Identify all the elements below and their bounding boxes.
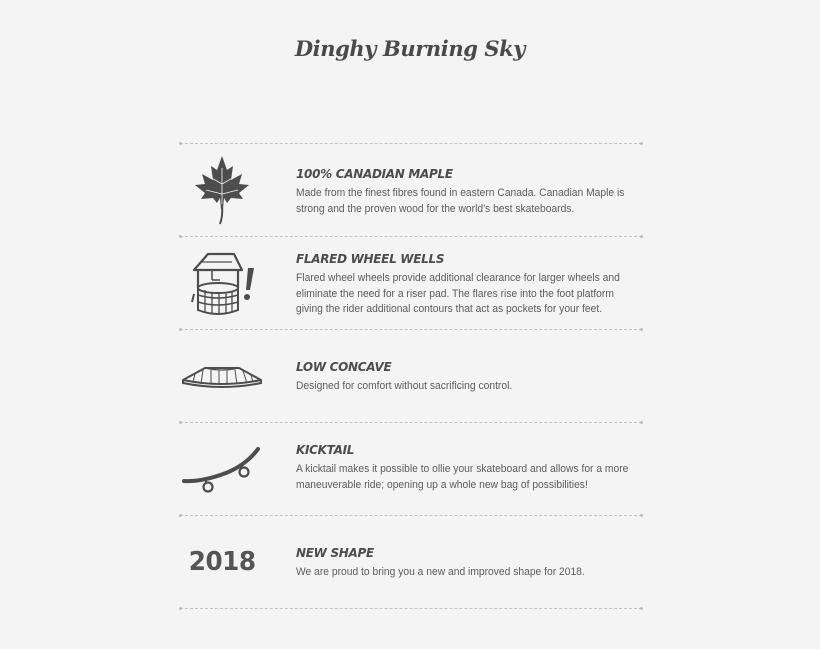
page-title: Dinghy Burning Sky (294, 36, 526, 61)
year-badge (180, 516, 264, 608)
feature-description: Flared wheel wheels provide additional clearance for larger wheels and eliminate the need for a riser pad. The flares rise into the foot platform giving the rider additional contours that act as pockets for your feet. (296, 272, 620, 315)
feature-item-kicktail (180, 423, 642, 515)
skateboard-icon (180, 423, 264, 515)
concave-deck-icon (180, 330, 264, 422)
feature-description: A kicktail makes it possible to ollie your skateboard and allows for a more maneuverable ride; opening up a whole new bag of possibilities! (296, 463, 629, 491)
feature-item-flared-wheel-wells (180, 237, 642, 329)
feature-item-new-shape (180, 516, 642, 608)
feature-heading: 100% CANADIAN MAPLE (296, 167, 453, 181)
feature-heading: KICKTAIL (296, 443, 355, 457)
feature-heading: NEW SHAPE (296, 546, 374, 560)
feature-description: Designed for comfort without sacrificing control. (296, 380, 513, 392)
feature-heading: LOW CONCAVE (296, 360, 392, 374)
feature-list (180, 143, 642, 609)
year-label: 2018 (188, 547, 256, 577)
feature-item-canadian-maple (180, 144, 642, 236)
wishing-well-icon (180, 237, 264, 329)
feature-item-low-concave (180, 330, 642, 422)
feature-heading: FLARED WHEEL WELLS (296, 252, 445, 266)
feature-description: We are proud to bring you a new and improved shape for 2018. (296, 566, 585, 578)
maple-leaf-icon (180, 144, 264, 236)
feature-description: Made from the finest fibres found in eastern Canada. Canadian Maple is strong and the proven wood for the world's best skateboards. (296, 187, 625, 215)
divider (180, 608, 642, 609)
